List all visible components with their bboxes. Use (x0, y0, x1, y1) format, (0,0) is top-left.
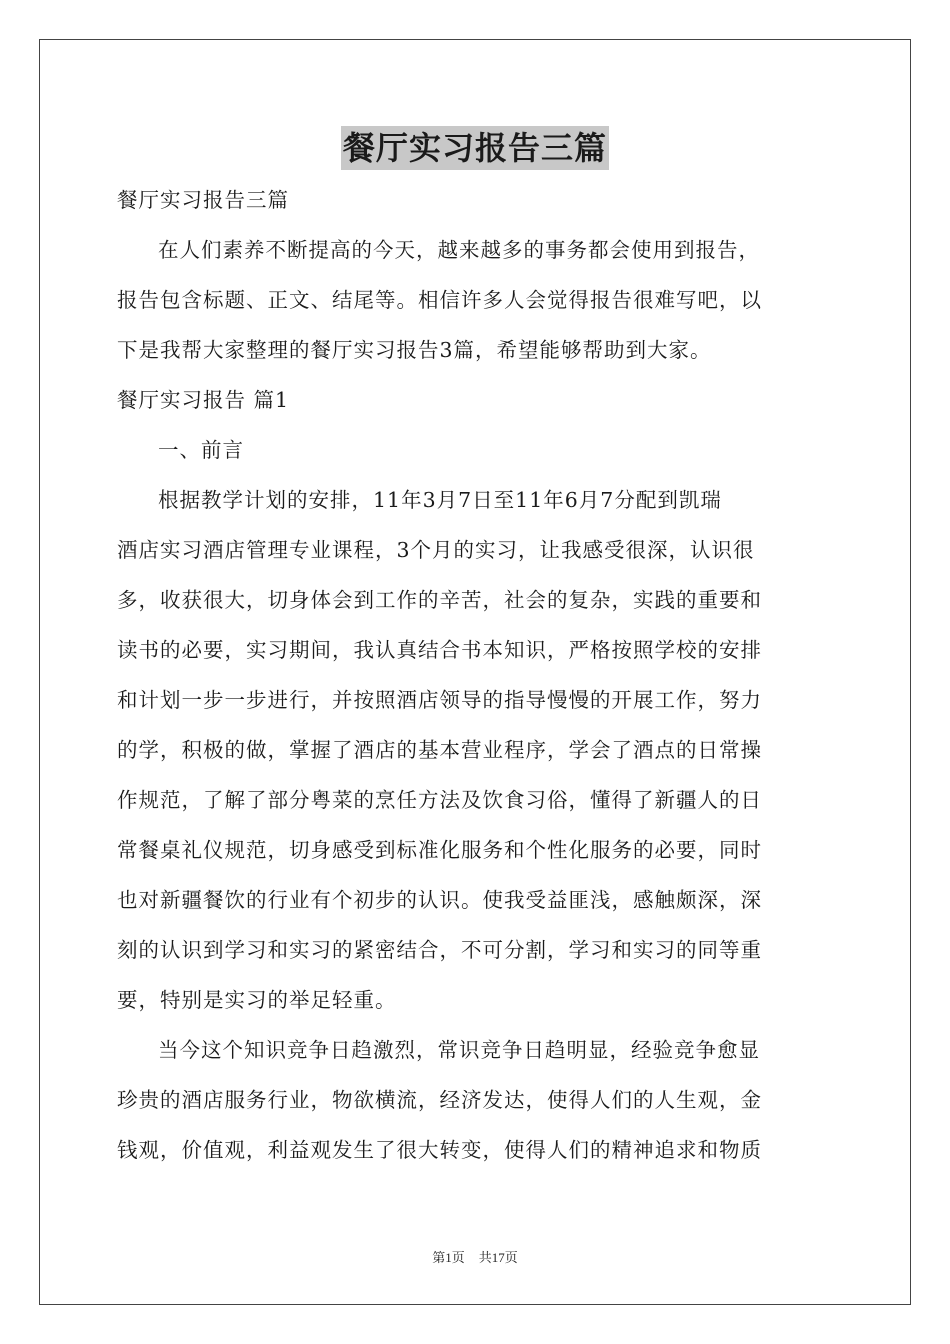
section-heading: 餐厅实习报告 篇1 (117, 388, 290, 412)
page-total: 共17页 (478, 1250, 518, 1265)
paragraph1-line-3: 多，收获很大，切身体会到工作的辛苦，社会的复杂，实践的重要和 (117, 588, 762, 612)
subheading-preface: 一、前言 (158, 438, 244, 462)
document-body (117, 175, 835, 1175)
paragraph1-line-6: 的学，积极的做，掌握了酒店的基本营业程序，学会了酒点的日常操 (117, 738, 762, 762)
document-subtitle: 餐厅实习报告三篇 (117, 188, 289, 212)
paragraph2-line-2: 珍贵的酒店服务行业，物欲横流，经济发达，使得人们的人生观，金 (117, 1088, 762, 1112)
document-title (0, 126, 950, 170)
paragraph1-line-9: 也对新疆餐饮的行业有个初步的认识。使我受益匪浅，感触颇深，深 (117, 888, 762, 912)
page-footer (0, 1247, 950, 1266)
paragraph1-line-4: 读书的必要，实习期间，我认真结合书本知识，严格按照学校的安排 (117, 638, 762, 662)
paragraph1-line-11: 要，特别是实习的举足轻重。 (117, 988, 397, 1012)
page-number: 第1页 (432, 1250, 465, 1265)
paragraph1-line-1: 根据教学计划的安排，11年3月7日至11年6月7分配到凯瑞 (158, 488, 722, 512)
paragraph1-line-5: 和计划一步一步进行，并按照酒店领导的指导慢慢的开展工作，努力 (117, 688, 762, 712)
paragraph2-line-3: 钱观，价值观，利益观发生了很大转变，使得人们的精神追求和物质 (117, 1138, 762, 1162)
document-title-text: 餐厅实习报告三篇 (341, 126, 609, 170)
paragraph2-line-1: 当今这个知识竞争日趋激烈，常识竞争日趋明显，经验竞争愈显 (158, 1038, 760, 1062)
paragraph1-line-10: 刻的认识到学习和实习的紧密结合，不可分割，学习和实习的同等重 (117, 938, 762, 962)
paragraph1-line-2: 酒店实习酒店管理专业课程，3个月的实习，让我感受很深，认识很 (117, 538, 755, 562)
intro-line-2: 报告包含标题、正文、结尾等。相信许多人会觉得报告很难写吧，以 (117, 288, 762, 312)
paragraph1-line-8: 常餐桌礼仪规范，切身感受到标准化服务和个性化服务的必要，同时 (117, 838, 762, 862)
intro-line-3: 下是我帮大家整理的餐厅实习报告3篇，希望能够帮助到大家。 (117, 338, 712, 362)
intro-line-1: 在人们素养不断提高的今天，越来越多的事务都会使用到报告， (158, 238, 760, 262)
paragraph1-line-7: 作规范，了解了部分粤菜的烹任方法及饮食习俗，懂得了新疆人的日 (117, 788, 762, 812)
